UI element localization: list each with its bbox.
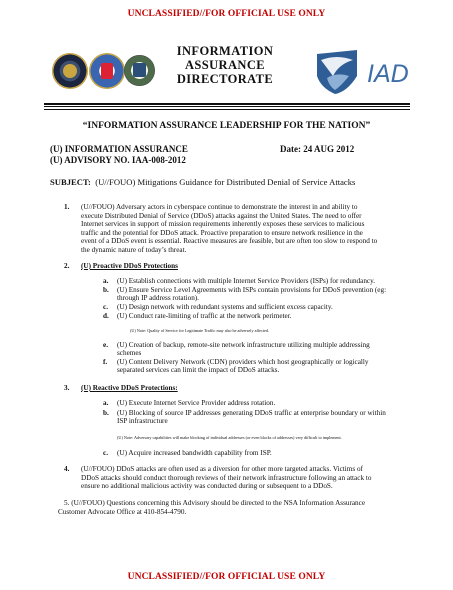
- paragraph-line: ensure no additional malicious activity was conducted during or subsequent to a DDoS.: [81, 482, 333, 490]
- list-item: [117, 303, 417, 311]
- list-item-line: (U) Establish connections with multiple Internet Service Providers (ISPs) for redundancy.: [117, 277, 376, 285]
- note: (U) Note: Adversary capabilities will make blocking of individual addresses (or even blocks of addresses) very difficult to implement.: [117, 435, 342, 440]
- section-heading-proactive: (U) Proactive DDoS Protections: [81, 262, 178, 270]
- list-item: [117, 358, 417, 375]
- directorate-line: INFORMATION: [176, 44, 274, 58]
- paragraph-line: Customer Advocate Office at 410-854-4790.: [58, 507, 187, 516]
- list-letter: d.: [103, 312, 109, 320]
- list-letter: f.: [103, 358, 108, 366]
- directorate-title: [160, 44, 290, 86]
- css-seal-icon: [89, 53, 125, 89]
- paragraph-number: 4.: [64, 465, 70, 473]
- ia-seal-icon: [124, 55, 155, 86]
- header-rule: [44, 109, 410, 110]
- note: (U) Note: Quality of Service for Legitimate Traffic may also be adversely affected.: [130, 328, 270, 333]
- classification-marking-bottom: UNCLASSIFIED//FOR OFFICIAL USE ONLY: [127, 572, 326, 582]
- list-item-line: (U) Content Delivery Network (CDN) providers which host geographically or logically: [117, 358, 369, 366]
- list-item: [117, 409, 417, 426]
- paragraph-line: Internet services in support of mission requirements inherently exposes these services to malicious: [81, 220, 365, 228]
- list-item-line: (U) Creation of backup, remote-site network infrastructure utilizing multiple addressing: [117, 341, 370, 349]
- paragraph-4: [81, 465, 371, 491]
- header-rule: [44, 106, 410, 107]
- list-item-line: (U) Ensure Service Level Agreements with ISPs contain provisions for DDoS prevention (eg:: [117, 286, 387, 294]
- list-item: [117, 286, 417, 303]
- paragraph-number: 3.: [64, 384, 70, 392]
- advisory-number: (U) ADVISORY NO. IAA-008-2012: [50, 155, 186, 165]
- list-item-line: (U) Design network with redundant systems and sufficient excess capacity.: [117, 303, 333, 311]
- paragraph-number: 2.: [64, 262, 70, 270]
- advisory-date: Date: 24 AUG 2012: [280, 144, 355, 154]
- list-item: [117, 399, 417, 407]
- nsa-seal-icon: [52, 53, 88, 89]
- paragraph-5: [58, 499, 365, 516]
- list-item-line: separated services can limit the impact of DDoS attacks.: [117, 366, 280, 375]
- subject-text: (U//FOUO) Mitigations Guidance for Distributed Denial of Service Attacks: [95, 177, 356, 187]
- header-rule: [44, 103, 410, 105]
- classification-marking-top: UNCLASSIFIED//FOR OFFICIAL USE ONLY: [127, 9, 326, 19]
- list-letter: b.: [103, 409, 109, 417]
- advisory-line-1: (U) INFORMATION ASSURANCE: [50, 144, 188, 154]
- list-item: [117, 341, 417, 358]
- paragraph-line: event of a DDoS event is essential. Reactive measures are feasible, but are often too slow to respond to: [81, 237, 378, 245]
- list-letter: c.: [103, 449, 108, 457]
- directorate-line: ASSURANCE: [184, 58, 265, 72]
- paragraph-number: 1.: [64, 203, 70, 211]
- paragraph-1: [81, 203, 377, 254]
- list-letter: c.: [103, 303, 108, 311]
- list-letter: a.: [103, 399, 109, 407]
- list-item-line: ISP infrastructure: [117, 417, 168, 426]
- subject-label: SUBJECT:: [50, 177, 91, 187]
- list-item-line: (U) Acquire increased bandwidth capability from ISP.: [117, 449, 272, 457]
- list-letter: e.: [103, 341, 108, 349]
- list-letter: b.: [103, 286, 109, 294]
- paragraph-line: execute Distributed Denial of Service (DDoS) attacks against the United States. The need to offer: [81, 211, 362, 220]
- subject-line: [50, 177, 430, 187]
- paragraph-line: (U//FOUO) Adversary actors in cyberspace continue to demonstrate the interest in and ability to: [81, 203, 358, 211]
- iad-logo-icon: [313, 46, 433, 96]
- paragraph-line: DDoS attacks should conduct thorough reviews of their network infrastructure following an attack to: [81, 473, 372, 482]
- list-item-line: schemes: [117, 349, 142, 358]
- list-item-line: (U) Blocking of source IP addresses generating DDoS traffic at enterprise boundary or within: [117, 409, 386, 417]
- iad-logo-text: IAD: [367, 60, 409, 88]
- list-item: [117, 449, 417, 457]
- paragraph-line: the dynamic nature of today’s threat.: [81, 245, 187, 254]
- tagline: “INFORMATION ASSURANCE LEADERSHIP FOR THE NATION”: [82, 121, 371, 131]
- list-item-line: (U) Execute Internet Service Provider address rotation.: [117, 399, 276, 407]
- list-letter: a.: [103, 277, 109, 285]
- list-item: [117, 277, 417, 285]
- list-item-line: (U) Conduct rate-limiting of traffic at the network perimeter.: [117, 312, 292, 320]
- paragraph-line: 5. (U//FOUO) Questions concerning this Advisory should be directed to the NSA Information Assurance: [64, 499, 366, 507]
- list-item: [117, 312, 417, 320]
- list-item-line: through IP address rotation).: [117, 294, 199, 303]
- directorate-line: DIRECTORATE: [176, 72, 274, 86]
- paragraph-line: traffic and the potential for DDoS attack. Proactive preparation to ensure network resilience in the: [81, 228, 363, 237]
- section-heading-reactive: (U) Reactive DDoS Protections:: [81, 384, 178, 392]
- paragraph-line: (U//FOUO) DDoS attacks are often used as a diversion for other more targeted attacks. Victims of: [81, 465, 363, 473]
